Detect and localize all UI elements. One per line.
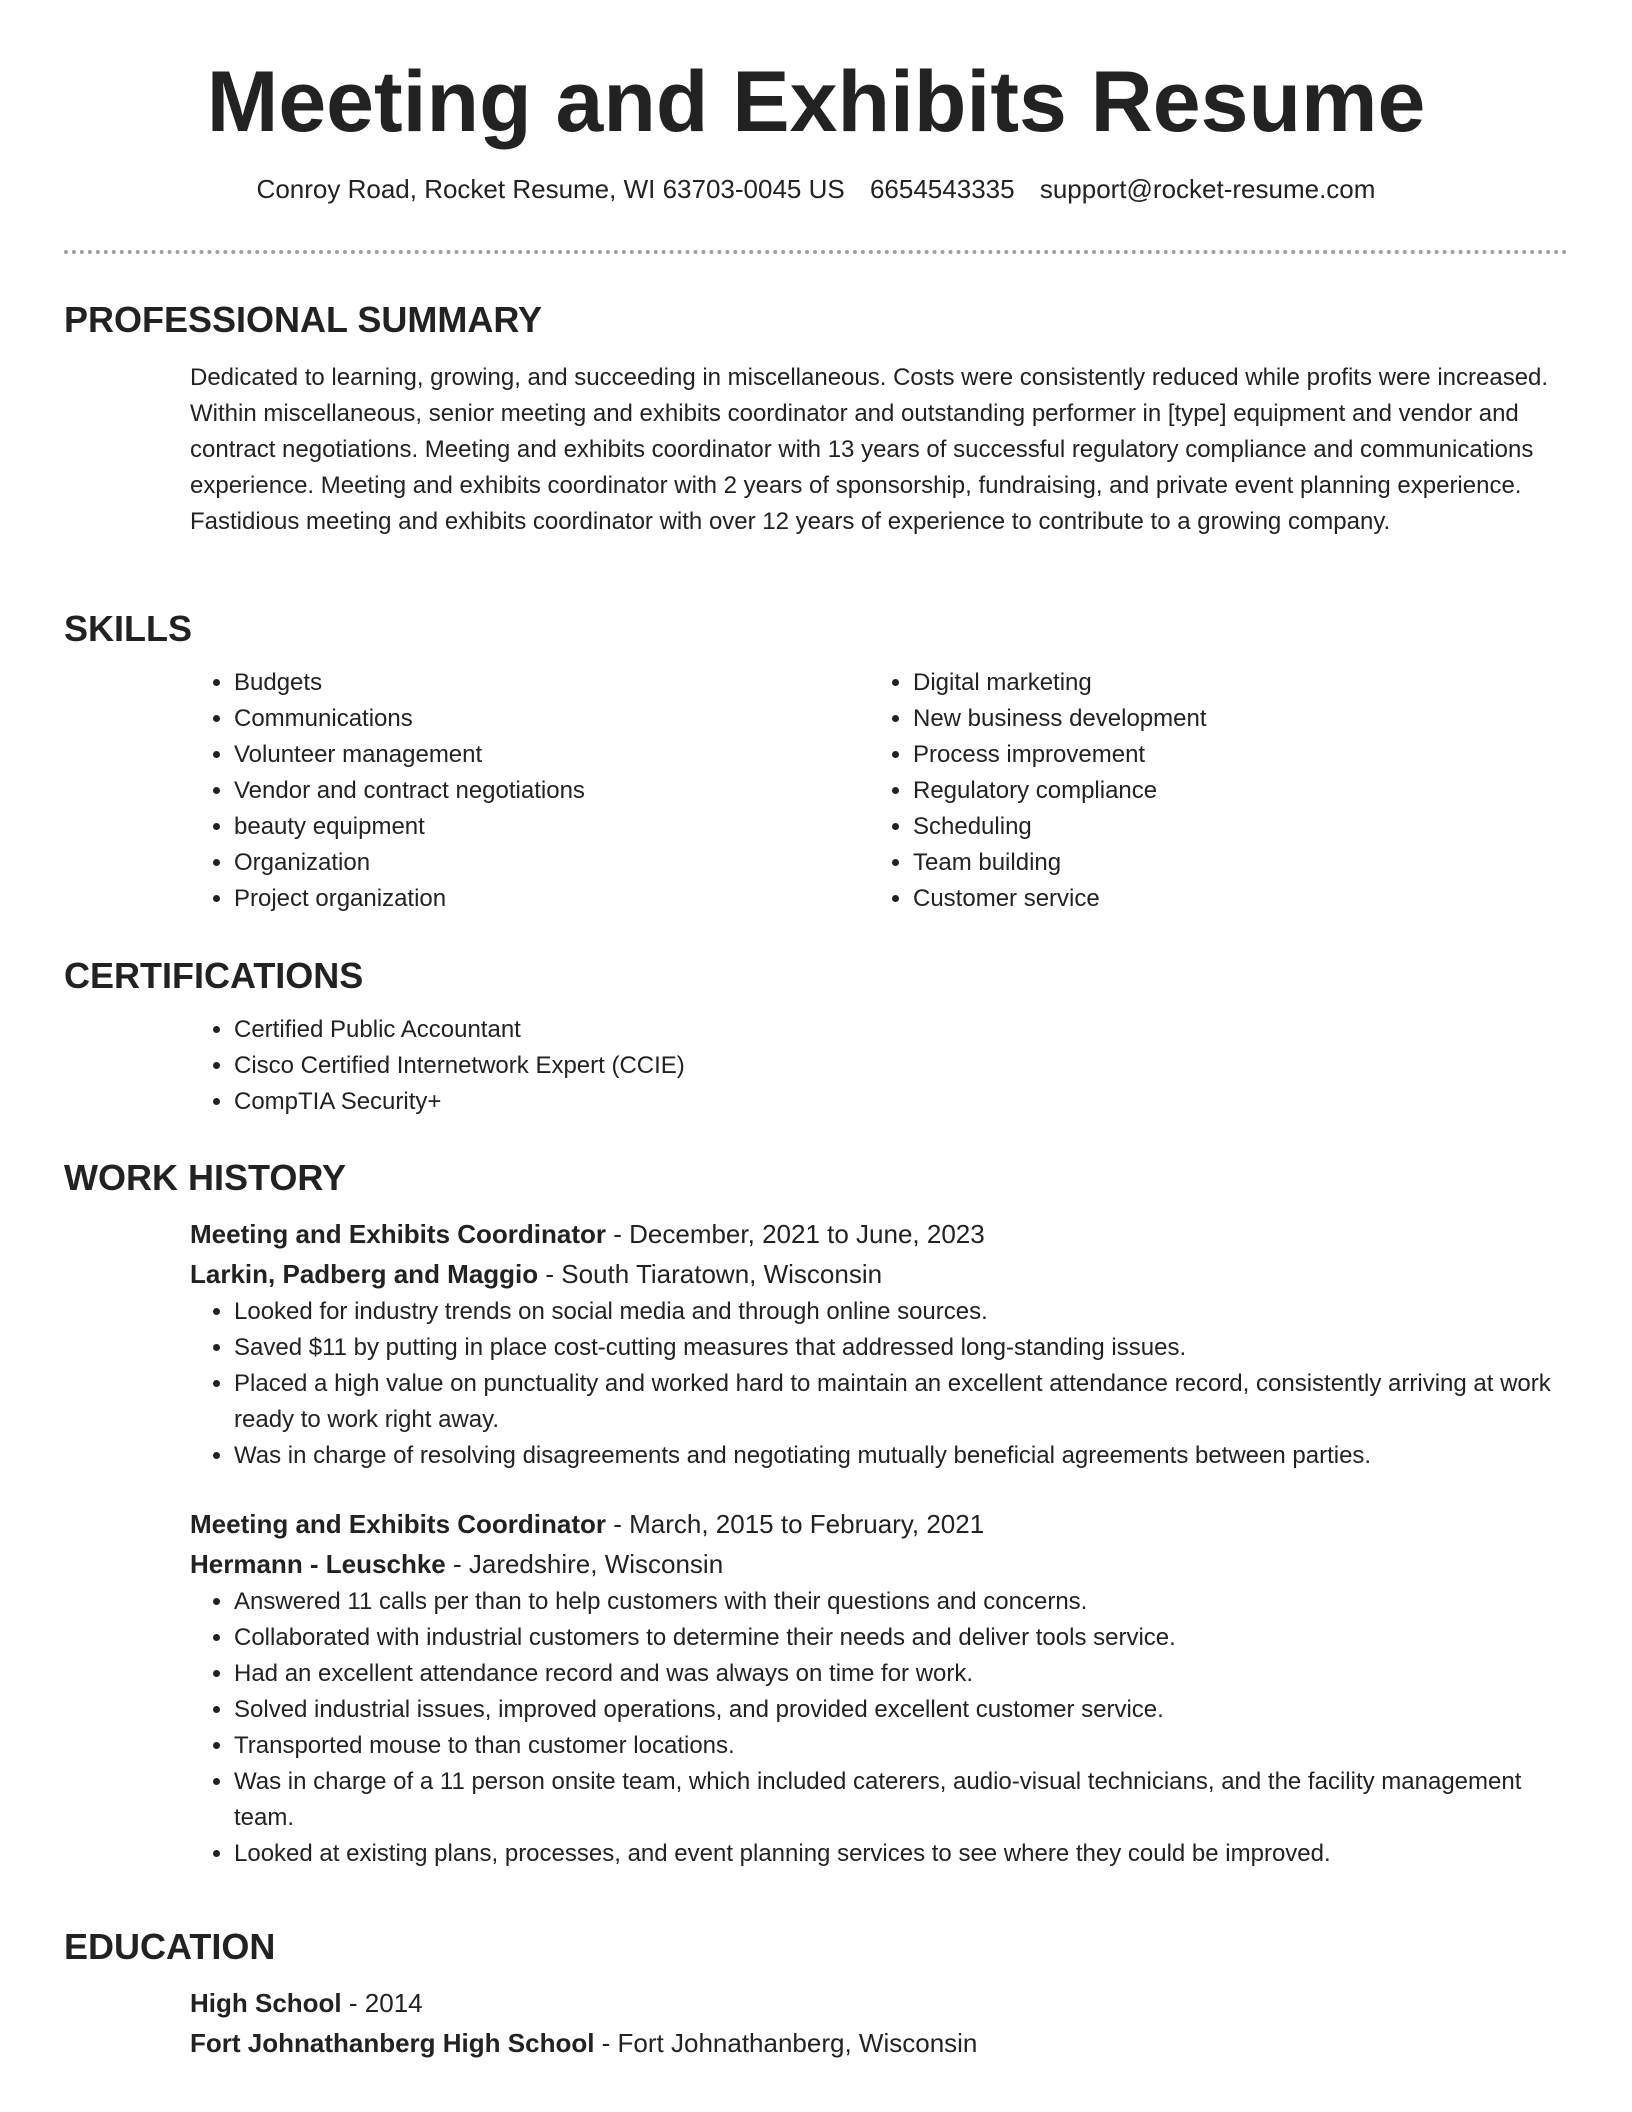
summary-heading: PROFESSIONAL SUMMARY	[64, 299, 543, 340]
education-degree: High School	[190, 1988, 342, 2018]
contact-email: support@rocket-resume.com	[1039, 174, 1376, 204]
skill-item: • Customer service	[913, 881, 1548, 917]
job-bullet: • Was in charge of a 11 person onsite team, which included caterers, audio-visual technicians, and the facility management team.	[234, 1764, 1568, 1836]
job-entry	[190, 1214, 1568, 1474]
certification-item: • Certified Public Accountant	[234, 1012, 1568, 1048]
job-title-line	[190, 1214, 1568, 1254]
job-title-line	[190, 1504, 1568, 1544]
contact-address: Conroy Road, Rocket Resume, WI 63703-0045 US	[256, 174, 845, 204]
job-bullet: • Had an excellent attendance record and was always on time for work.	[234, 1656, 1568, 1692]
education-degree-line	[190, 1983, 1568, 2023]
skill-item: • Regulatory compliance	[913, 773, 1548, 809]
job-location: - Jaredshire, Wisconsin	[445, 1549, 724, 1579]
certifications-heading: CERTIFICATIONS	[64, 955, 364, 996]
header-divider	[64, 250, 1568, 254]
job-title: Meeting and Exhibits Coordinator	[190, 1219, 607, 1249]
education-year: - 2014	[341, 1988, 423, 2018]
job-company-line	[190, 1544, 1568, 1584]
education-section	[64, 1925, 1568, 2063]
job-bullet: • Saved $11 by putting in place cost-cutting measures that addressed long-standing issues.	[234, 1330, 1568, 1366]
job-bullet: • Solved industrial issues, improved operations, and provided excellent customer service.	[234, 1692, 1568, 1728]
skill-item: • Vendor and contract negotiations	[234, 773, 869, 809]
job-dates: - March, 2015 to February, 2021	[606, 1509, 985, 1539]
job-entry	[190, 1504, 1568, 1872]
skill-item: • Organization	[234, 845, 869, 881]
skill-item: • Budgets	[234, 665, 869, 701]
certification-item: • CompTIA Security+	[234, 1084, 1568, 1120]
certification-item: • Cisco Certified Internetwork Expert (CCIE)	[234, 1048, 1568, 1084]
skills-section	[64, 607, 1568, 917]
job-location: - South Tiaratown, Wisconsin	[538, 1259, 883, 1289]
skill-item: • New business development	[913, 701, 1548, 737]
job-company: Larkin, Padberg and Maggio	[190, 1259, 539, 1289]
job-bullet: • Was in charge of resolving disagreements and negotiating mutually beneficial agreements between parties.	[234, 1438, 1568, 1474]
summary-section	[64, 298, 1568, 540]
job-title: Meeting and Exhibits Coordinator	[190, 1509, 607, 1539]
job-dates: - December, 2021 to June, 2023	[606, 1219, 985, 1249]
education-location: - Fort Johnathanberg, Wisconsin	[594, 2028, 978, 2058]
summary-text: Dedicated to learning, growing, and succeeding in miscellaneous. Costs were consistently reduced while profits were increased. Within miscellaneous, senior meeting and exhibits coordinator and outstanding performer in [type] equipment and vendor and contract negotiations. Meeting and exhibits coordinator with 13 years of successful regulatory compliance and communications experience. Meeting and exhibits coordinator with 2 years of sponsorship, fundraising, and private event planning experience. Fastidious meeting and exhibits coordinator with over 12 years of experience to contribute to a growing company.	[190, 364, 1549, 535]
skill-item: • Communications	[234, 701, 869, 737]
work-history-heading: WORK HISTORY	[64, 1157, 347, 1198]
education-heading: EDUCATION	[64, 1926, 276, 1967]
skill-item: • Scheduling	[913, 809, 1548, 845]
contact-phone: 6654543335	[869, 174, 1015, 204]
job-bullet: • Looked for industry trends on social media and through online sources.	[234, 1294, 1568, 1330]
job-bullet: • Answered 11 calls per than to help customers with their questions and concerns.	[234, 1584, 1568, 1620]
education-school: Fort Johnathanberg High School	[190, 2028, 595, 2058]
resume-page	[64, 0, 1568, 2058]
certifications-section	[64, 954, 1568, 1120]
job-company: Hermann - Leuschke	[190, 1549, 446, 1579]
contact-line	[64, 172, 1568, 206]
job-bullet: • Collaborated with industrial customers to determine their needs and deliver tools service.	[234, 1620, 1568, 1656]
skill-item: • Team building	[913, 845, 1548, 881]
job-bullet: • Placed a high value on punctuality and worked hard to maintain an excellent attendance record, consistently arriving at work ready to work right away.	[234, 1366, 1568, 1438]
job-bullet: • Transported mouse to than customer locations.	[234, 1728, 1568, 1764]
skill-item: • beauty equipment	[234, 809, 869, 845]
skill-item: • Volunteer management	[234, 737, 869, 773]
skills-heading: SKILLS	[64, 608, 193, 649]
job-company-line	[190, 1254, 1568, 1294]
skill-item: • Project organization	[234, 881, 869, 917]
skills-column-right	[869, 665, 1548, 917]
skill-item: • Digital marketing	[913, 665, 1548, 701]
work-history-section	[64, 1156, 1568, 1872]
skill-item: • Process improvement	[913, 737, 1548, 773]
job-bullet: • Looked at existing plans, processes, and event planning services to see where they could be improved.	[234, 1836, 1568, 1872]
skills-column-left	[190, 665, 869, 917]
resume-title: Meeting and Exhibits Resume	[206, 54, 1426, 150]
education-school-line	[190, 2023, 1568, 2063]
